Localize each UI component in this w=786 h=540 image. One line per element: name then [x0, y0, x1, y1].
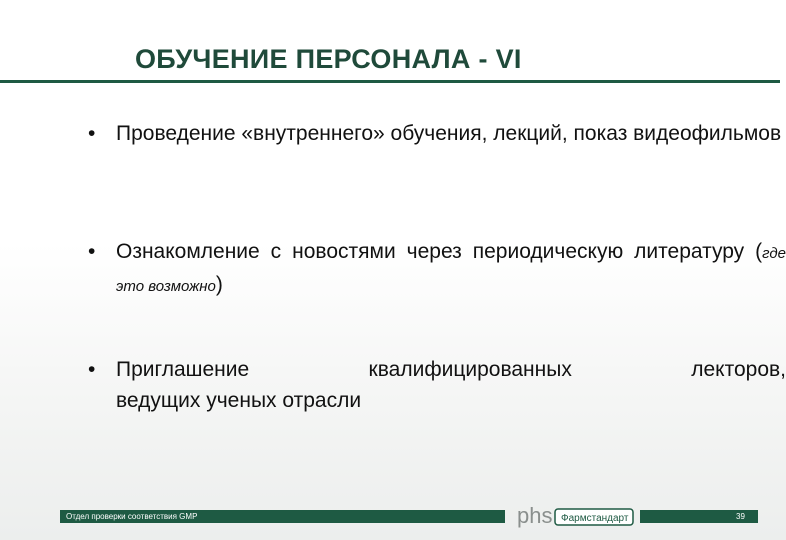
- bullet-word: Приглашение: [116, 358, 250, 381]
- bullet-marker: •: [88, 240, 96, 263]
- bullet-word: квалифицированных: [368, 358, 572, 381]
- bullet-item: [88, 236, 786, 302]
- slide-title: ОБУЧЕНИЕ ПЕРСОНАЛА - VI: [135, 44, 522, 74]
- bullet-marker: •: [88, 122, 96, 145]
- logo-text: Фармстандарт: [561, 513, 629, 524]
- page-number: 39: [736, 512, 745, 521]
- bullet-text: Ознакомление с новостями через периодическую литературу (: [116, 240, 763, 263]
- bullet-marker: •: [88, 358, 96, 381]
- bullet-line: [116, 354, 786, 385]
- bullet-note: где это возможно: [116, 245, 786, 295]
- bullet-item: [88, 354, 786, 416]
- logo-mark: phs: [517, 503, 553, 528]
- footer-department: Отдел проверки соответствия GMP: [66, 512, 198, 521]
- bullet-text: Проведение «внутреннего» обучения, лекций, показ видеофильмов: [116, 122, 782, 145]
- pharmstandard-logo: [515, 500, 635, 532]
- bullet-item: [88, 118, 786, 149]
- bullet-text-end: ): [215, 273, 223, 296]
- title-divider: [0, 80, 780, 83]
- bullet-word: лекторов,: [691, 358, 786, 381]
- bullet-line: ведущих ученых отрасли: [116, 389, 362, 412]
